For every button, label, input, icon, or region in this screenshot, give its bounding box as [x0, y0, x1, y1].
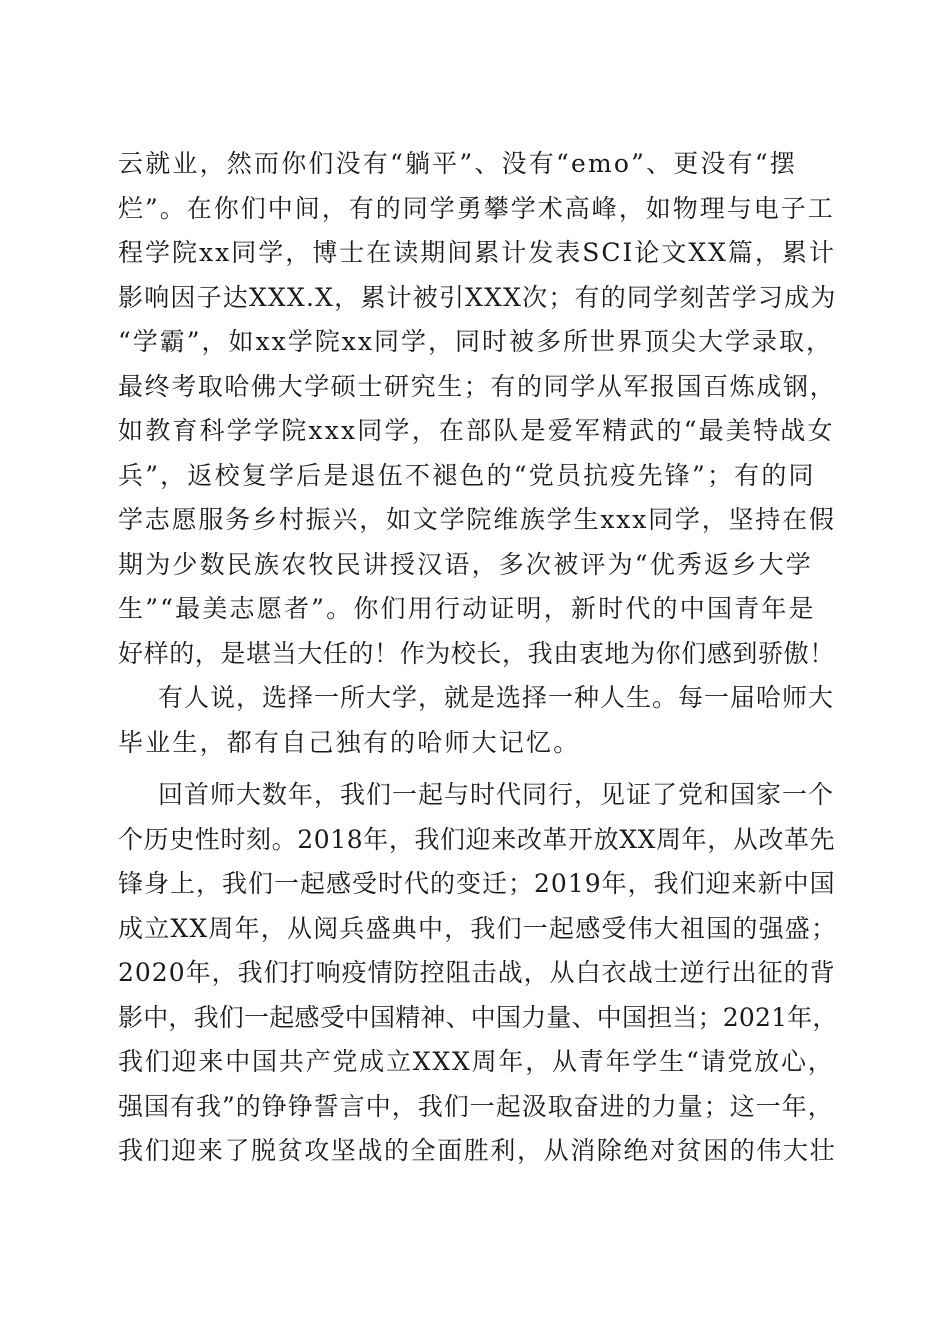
text-line: 强国有我”的铮铮誓言中，我们一起汲取奋进的力量；这一年， [118, 1091, 834, 1121]
text-line: 最终考取哈佛大学硕士研究生；有的同学从军报国百炼成钢， [118, 371, 837, 401]
paragraph-gap [118, 765, 838, 773]
text-line: 有人说，选择一所大学，就是选择一种人生。每一届哈师大 [158, 683, 835, 712]
text-line: 好样的，是堪当大任的！作为校长，我由衷地为你们感到骄傲！ [118, 638, 835, 668]
text-line: 兵”，返校复学后是退伍不褪色的“党员抗疫先锋”；有的同 [118, 460, 816, 490]
text-line: 生”“最美志愿者”。你们用行动证明，新时代的中国青年是 [118, 594, 816, 623]
text-line: 2020年，我们打响疫情防控阻击战，从白衣战士逆行出征的背 [118, 958, 836, 987]
body-text [118, 142, 838, 1174]
text-line: 程学院xx同学，博士在读期间累计发表SCI论文XX篇，累计 [118, 238, 836, 267]
paragraph-2 [118, 676, 838, 765]
text-line: 学志愿服务乡村振兴，如文学院维族学生xxx同学，坚持在假 [118, 505, 836, 534]
text-line: 我们迎来中国共产党成立XXX周年，从青年学生“请党放心， [118, 1047, 835, 1076]
text-line: 毕业生，都有自己独有的哈师大记忆。 [118, 727, 581, 757]
text-line: “学霸”，如xx学院xx同学，同时被多所世界顶尖大学录取， [118, 327, 833, 356]
text-line: 个历史性时刻。2018年，我们迎来改革开放XX周年，从改革先 [118, 824, 836, 854]
paragraph-1 [118, 142, 838, 676]
text-line: 云就业，然而你们没有“躺平”、没有“emo”、更没有“摆 [118, 149, 798, 178]
paragraph-3 [118, 773, 838, 1174]
text-line: 烂”。在你们中间，有的同学勇攀学术高峰，如物理与电子工 [118, 193, 835, 223]
text-line: 锋身上，我们一起感受时代的变迁；2019年，我们迎来新中国 [118, 869, 836, 898]
text-line: 回首师大数年，我们一起与时代同行，见证了党和国家一个 [158, 780, 835, 809]
text-line: 影中，我们一起感受中国精神、中国力量、中国担当；2021年， [118, 1002, 838, 1032]
text-line: 如教育科学学院xxx同学，在部队是爱军精武的“最美特战女 [118, 416, 835, 445]
text-line: 期为少数民族农牧民讲授汉语，多次被评为“优秀返乡大学 [118, 549, 813, 579]
text-line: 我们迎来了脱贫攻坚战的全面胜利，从消除绝对贫困的伟大壮 [118, 1136, 837, 1165]
text-line: 影响因子达XXX.X，累计被引XXX次；有的同学刻苦学习成为 [118, 282, 837, 312]
text-line: 成立XX周年，从阅兵盛典中，我们一起感受伟大祖国的强盛； [118, 913, 838, 943]
